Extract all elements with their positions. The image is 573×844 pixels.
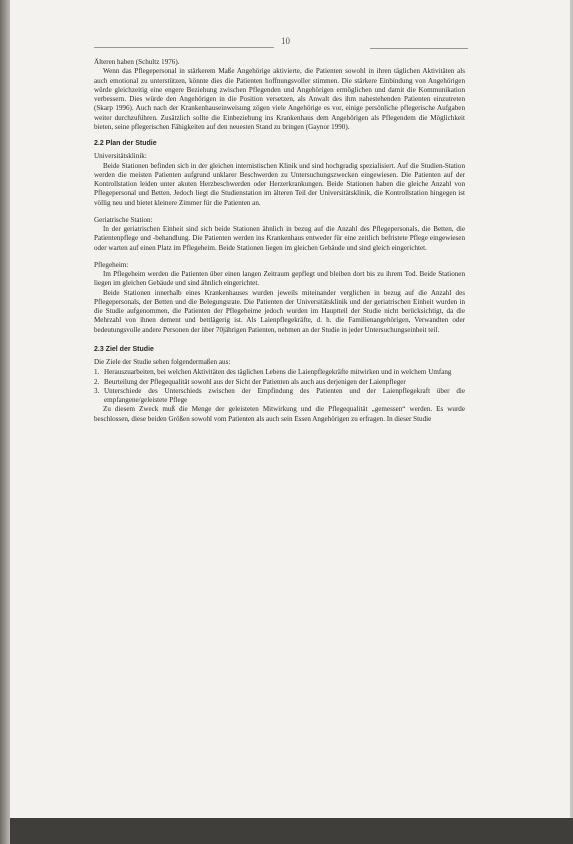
page-content	[94, 58, 465, 424]
page-number: 10	[281, 36, 290, 46]
paragraph-nursing-home: Im Pflegeheim werden die Patienten über einen langen Zeitraum gepflegt und bleiben dort bis zu ihrem Tod. Beide Stationen liegen im gleichen Gebäude und sind ähnlich eingerichtet.	[94, 270, 465, 288]
intro-paragraph: Wenn das Pflegepersonal in stärkerem Maße Angehörige aktivierte, die Patienten sowohl in ihren täglichen Aktivitäten als auch emotional zu unterstützen, könnte dies die Patienten hoffnungsvoller stimmen. Die stärkere Einbindung von Angehörigen würde gleichzeitig eine engere Beziehung zwischen Pflegenden und Angehörigen ermöglichen und damit die Kommunikation verbessern. Dies würde den Angehörigen in die Position versetzen, als Anwalt des ihm nahestehenden Patienten einzutreten (Skarp 1996). Auch nach der Krankenhauseinweisung zögen viele Angehörige es vor, einige persönliche pflegerische Aufgaben weiter durchzuführen. Zusätzlich sollte die Einbeziehung ins Krankenhaus dem Angehörigen als Pflegendem die Möglichkeit bieten, seine pflegerischen Fähigkeiten auf den neuesten Stand zu bringen (Gaynor 1990).	[94, 67, 465, 131]
section-heading-goal: 2.3 Ziel der Studie	[94, 345, 154, 353]
paragraph-geriatric: In der geriatrischen Einheit sind sich beide Stationen ähnlich in bezug auf die Anzahl des Pflegepersonals, die Betten, die Patientenpflege und -behandlung. Die Patienten werden ins Krankenhaus entweder für eine zeitlich befristete Pflege eingewiesen oder warten auf einen Platz im Pflegeheim. Beide Stationen liegen im gleichen Gebäude und sind gleich eingerichtet.	[94, 225, 465, 252]
header-rule-right	[370, 48, 468, 49]
objectives-list	[94, 368, 465, 405]
goal-closing-paragraph: Zu diesem Zweck muß die Menge der geleisteten Mitwirkung und die Pflegequalität „gemessen“ werden. Es wurde beschlossen, diese beiden Größen sowohl vom Patienten als auch sein Essen Angehörigen zu erfragen. In dieser Studie	[94, 405, 465, 423]
section-heading-plan: 2.2 Plan der Studie	[94, 140, 157, 147]
paragraph-university: Beide Stationen befinden sich in der gleichen internistischen Klinik und sind hochgradig spezialisiert. Auf die Studien-Station werden die meisten Patienten aufgrund unklarer Beschwerden zu Untersuchungszwecken eingewiesen. Die Patienten auf der Kontrollstation leiden unter akuten Herzbeschwerden oder Herzerkrankungen. Beide Stationen haben die gleiche Anzahl von Pflegepersonal und Betten. Jedoch liegt die Studienstation im älteren Teil der Universitätsklinik, die Kontrollstation hingegen ist völlig neu und bietet kleinere Zimmer für die Patienten an.	[94, 161, 465, 207]
paragraph-comparison: Beide Stationen innerhalb eines Krankenhauses wurden jeweils miteinander verglichen in bezug auf die Anzahl des Pflegepersonals, der Betten und die Belegungsrate. Die Patienten der Universitätsklinik und der geriatrischen Einheit wurden in die Studie aufgenommen, die Patienten der Pflegeheime jedoch wurden im Hauptteil der Studie nicht berücksichtigt, da die Mehrzahl von ihnen dement und bettlägerig ist. Als Laienpflegekräfte, d. h. die Familienangehörigen, Verwandten oder bedeutungsvolle andere Personen der über 70jährigen Patienten, nehmen an der Studie in jeder Untersuchungseinheit teil.	[94, 288, 465, 334]
continuation-line: Älteren haben (Schultz 1976).	[94, 58, 180, 66]
goal-intro: Die Ziele der Studie sehen folgendermaßen aus:	[94, 358, 231, 366]
list-item: 2. Beurteilung der Pflegequalität sowohl aus der Sicht der Patienten als auch aus derjenigen der Laienpfleger	[94, 377, 406, 386]
list-item: 1. Herauszuarbeiten, bei welchen Aktivitäten des täglichen Lebens die Laienpflegekräfte mitwirken und in welchem Umfang	[94, 368, 452, 377]
subheading-university: Universitätsklinik:	[94, 152, 147, 161]
header-rule-left	[94, 47, 274, 48]
scan-bottom-band	[10, 818, 573, 844]
scan-left-shadow	[0, 0, 10, 844]
subheading-geriatric: Geriatrische Station:	[94, 215, 153, 224]
list-item: 3. Unterschiede des Unterschieds zwischen der Empfindung des Patienten und der Laienpflegekraft über die empfangene/geleistete Pflege	[94, 386, 465, 404]
subheading-nursing-home: Pflegeheim:	[94, 260, 129, 269]
